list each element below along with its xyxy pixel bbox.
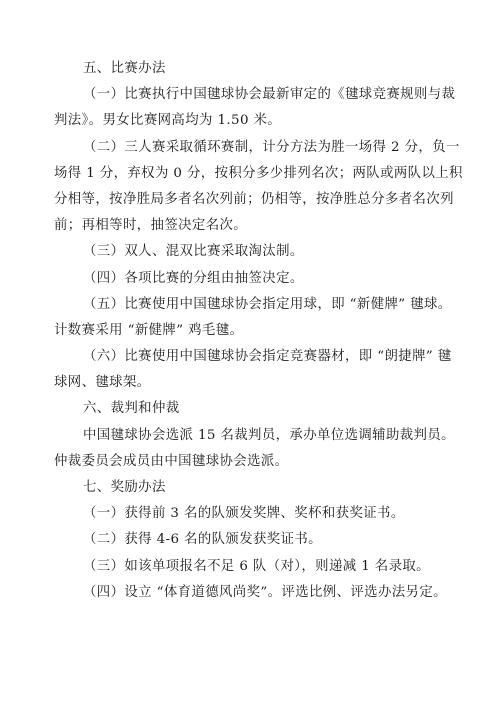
paragraph-line: （五）比赛使用中国毽球协会指定用球，即 “新健牌” 毽球。	[83, 296, 452, 312]
paragraph-line: 判法》。男女比赛网高均为 1.50 米。	[54, 113, 282, 129]
document-body	[54, 56, 463, 606]
paragraph-line: 分相等，按净胜局多者名次列前；仍相等，按净胜总分多者名次列	[54, 191, 454, 207]
section-heading-5: 五、比赛办法	[83, 61, 166, 76]
paragraph-line: （四）各项比赛的分组由抽签决定。	[83, 270, 304, 286]
paragraph-line: 仲裁委员会成员由中国毽球协会选派。	[54, 453, 289, 469]
paragraph-line: 球网、毽球架。	[54, 375, 151, 391]
paragraph-line: 前；再相等时，抽签决定名次。	[54, 218, 248, 234]
paragraph-line: （一）获得前 3 名的队颁发奖牌、奖杯和获奖证书。	[83, 506, 405, 522]
section-heading-7: 七、奖励办法	[83, 480, 166, 495]
paragraph-line: 中国毽球协会选派 15 名裁判员，承办单位选调辅助裁判员。	[83, 427, 455, 443]
paragraph-line: （三）如该单项报名不足 6 队（对），则递减 1 名录取。	[83, 558, 430, 574]
paragraph-line: （六）比赛使用中国毽球协会指定竞赛器材，即 “朗捷牌” 毽	[83, 349, 452, 365]
section-heading-6: 六、裁判和仲裁	[83, 401, 180, 417]
paragraph-line: （二）获得 4-6 名的队颁发获奖证书。	[83, 532, 322, 548]
paragraph-line: （三）双人、混双比赛采取淘汰制。	[83, 244, 304, 260]
paragraph-line: （二）三人赛采取循环赛制，计分方法为胜一场得 2 分，负一	[83, 139, 460, 155]
paragraph-line: 场得 1 分，弃权为 0 分，按积分多少排列名次；两队或两队以上积	[54, 165, 463, 181]
paragraph-line: （一）比赛执行中国毽球协会最新审定的《毽球竞赛规则与裁	[83, 87, 456, 103]
paragraph-line: （四）设立 “体育道德风尚奖”。评选比例、评选办法另定。	[83, 584, 447, 600]
paragraph-line: 计数赛采用 “新健牌” 鸡毛毽。	[54, 322, 244, 338]
